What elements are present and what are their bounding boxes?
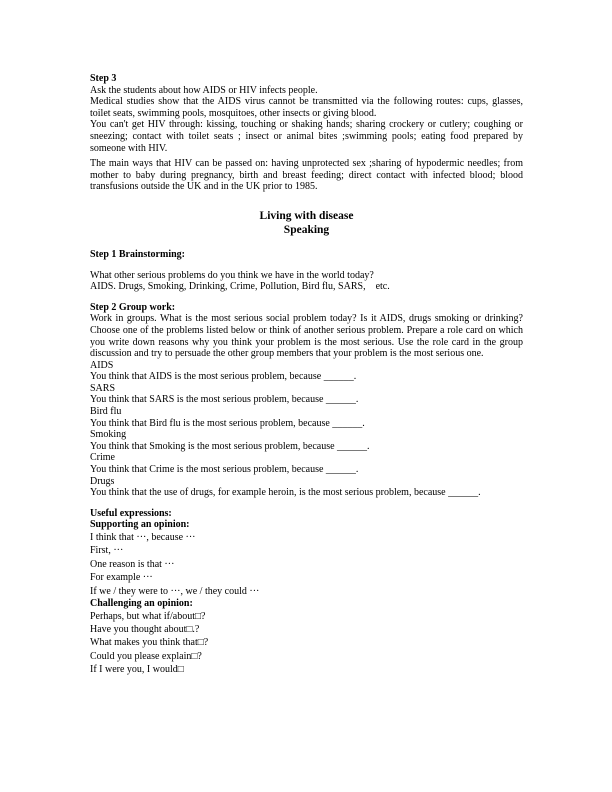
- problem-list: [90, 360, 523, 499]
- step1-answers: AIDS. Drugs, Smoking, Drinking, Crime, Pollution, Bird flu, SARS, etc.: [90, 281, 390, 293]
- supporting-expression: One reason is that ···: [90, 558, 175, 570]
- spacer: [90, 261, 523, 270]
- supporting-expression: I think that ···, because ···: [90, 532, 196, 543]
- problem-name: Drugs: [90, 475, 115, 487]
- problem-sentence: You think that Crime is the most serious problem, because ______.: [90, 464, 359, 476]
- spacer: [90, 193, 523, 205]
- problem-sentence: You think that SARS is the most serious problem, because ______.: [90, 394, 359, 406]
- supporting-expression: For example ···: [90, 572, 153, 584]
- useful-expressions-heading: Useful expressions:: [90, 507, 172, 519]
- problem-name: Crime: [90, 452, 115, 464]
- step1-question: What other serious problems do you think we have in the world today?: [90, 269, 374, 281]
- step3-main-ways: The main ways that HIV can be passed on: having unprotected sex ;sharing of hypodermic needles; from mother to baby during pregnancy, birth and breast feeding; direct contact with infected blood; blood transfusions outside the UK and in the UK prior to 1985.: [90, 158, 523, 193]
- supporting-heading: Supporting an opinion:: [90, 519, 190, 531]
- spacer: [90, 237, 523, 249]
- challenging-list: [90, 610, 523, 677]
- step3-cant-get: You can't get HIV through: kissing, touching or shaking hands; sharing crockery or cutlery; coughing or sneezing; contact with toilet seats ; insect or animal bites ;swimming pools; eating food prepared by someone with HIV.: [90, 119, 523, 154]
- problem-sentence: You think that Smoking is the most serious problem, because ______.: [90, 440, 370, 452]
- problem-name: SARS: [90, 382, 116, 394]
- supporting-list: [90, 531, 523, 598]
- problem-sentence: You think that Bird flu is the most serious problem, because ______.: [90, 417, 365, 429]
- challenging-expression: What makes you think that□?: [90, 637, 209, 649]
- challenging-expression: If I were you, I would□: [90, 664, 184, 676]
- supporting-expression: If we / they were to ···, we / they could ···: [90, 585, 260, 597]
- step2-instructions: Work in groups. What is the most serious social problem today? Is it AIDS, drugs smoking or drinking? Choose one of the problems listed below or think of another serious problem. Prepare a role card on which you write down reasons why you think your problem is the most serious. Use the role card in the group discussion and try to persuade the other group members that your problem is the most serious one.: [90, 313, 523, 360]
- section-subtitle: Speaking: [283, 223, 330, 236]
- supporting-expression: First, ···: [90, 545, 124, 557]
- challenging-expression: Have you thought about□.?: [90, 624, 200, 636]
- step3-intro: Ask the students about how AIDS or HIV infects people.: [90, 84, 318, 96]
- step1-heading: Step 1 Brainstorming:: [90, 248, 185, 260]
- spacer: [90, 499, 523, 508]
- document-page: [90, 73, 523, 677]
- challenging-expression: Perhaps, but what if/about□?: [90, 610, 206, 622]
- problem-sentence: You think that AIDS is the most serious problem, because ______.: [90, 371, 357, 383]
- step3-studies: Medical studies show that the AIDS virus cannot be transmitted via the following routes: cups, glasses, toilet seats, swimming pools, mosquitoes, other insects or giving blood.: [90, 96, 523, 119]
- problem-sentence: You think that the use of drugs, for example heroin, is the most serious problem, because ______.: [90, 487, 481, 499]
- problem-name: Smoking: [90, 429, 127, 441]
- section-title: Living with disease: [259, 209, 354, 222]
- spacer: [90, 293, 523, 302]
- step3-heading: Step 3: [90, 73, 117, 84]
- challenging-expression: Could you please explain□?: [90, 650, 202, 662]
- problem-name: Bird flu: [90, 406, 122, 418]
- challenging-heading: Challenging an opinion:: [90, 598, 193, 610]
- problem-name: AIDS: [90, 359, 114, 371]
- step2-heading: Step 2 Group work:: [90, 301, 176, 313]
